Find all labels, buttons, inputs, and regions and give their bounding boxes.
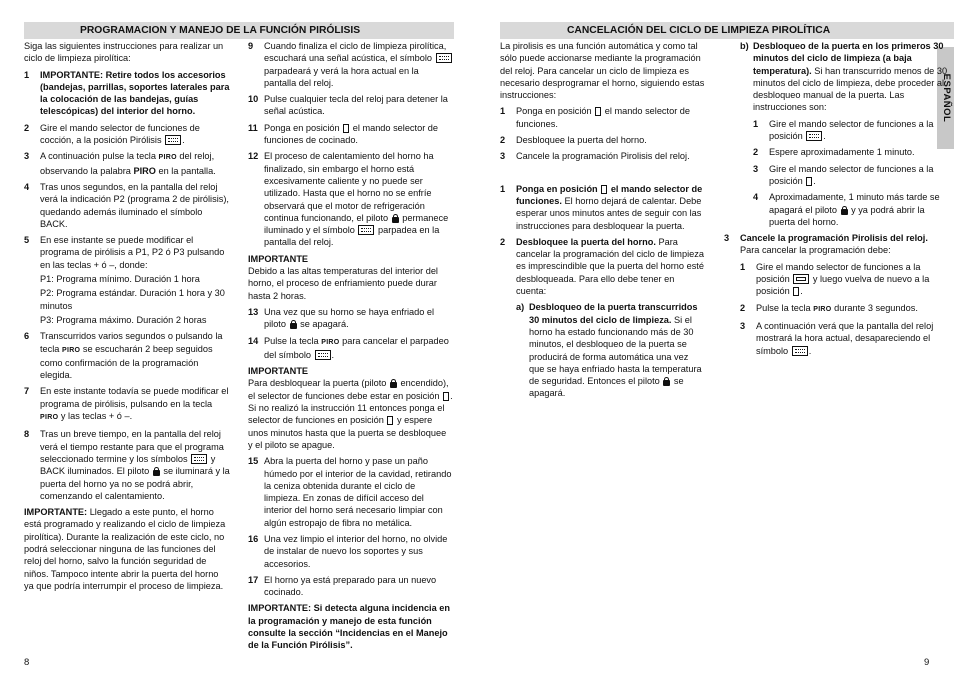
section-title-left: PROGRAMACION Y MANEJO DE LA FUNCIÓN PIRÓLISIS	[24, 22, 454, 39]
oven-cavity-icon	[793, 274, 809, 284]
substep-b-3: 3 Gire el mando selector de funciones a la posición .	[753, 163, 934, 186]
detail-step-1: 1 Ponga en posición el mando selector de funciones. El horno dejará de calentar. Debe esperar unos minutos antes de seguir con las instrucciones para desbloquear la puerta.	[500, 183, 703, 231]
column-4	[724, 40, 954, 361]
pyrolysis-icon	[191, 454, 207, 464]
substep-b-2: 2 Espere aproximadamente 1 minuto.	[753, 147, 915, 158]
off-position-icon	[343, 124, 349, 133]
lock-icon	[392, 214, 399, 223]
lock-icon	[290, 320, 297, 329]
cancel-step-3-3: 3 A continuación verá que la pantalla del reloj mostrará la hora actual, desapareciendo el símbolo .	[740, 320, 934, 356]
page-number-left: 8	[24, 657, 30, 668]
detail-step-2: 2 Desbloquee la puerta del horno. Para cancelar la programación del ciclo de limpieza es imprescindible que la puerta del horno esté desbloqueada. Para ello debe tener en cuenta: a) Desbloqueo de la puerta transcurridos 30 minutos del ciclo de limpieza. Si el horno ha estado funcionando más de 30 minutos, el desbloqueo de la puerta se producirá de forma automática una vez que se haya enfriado hasta la temperatura de seguridad. Entonces el piloto se apagará.	[500, 236, 706, 400]
important-label: IMPORTANTE	[248, 366, 309, 377]
off-position-icon	[601, 185, 607, 194]
section-title-right: CANCELACIÓN DEL CICLO DE LIMPIEZA PIROLÍTICA	[500, 22, 954, 39]
important-note: Para desbloquear la puerta (piloto encendido), el selector de funciones debe estar en posición . Si no realizó la instrucción 11 entonces ponga el selector de funciones en posición y espere unos minutos hasta que la puerta se desbloquee y el piloto se apague.	[248, 378, 453, 450]
important-note: IMPORTANTE: Llegado a este punto, el horno está programado y realizando el ciclo de limpieza pirolítica). Durante la realización de este ciclo, no podrá seleccionar ninguna de las funciones del reloj del horno, salvo la función seguridad de niños. Tampoco intente abrir la puerta del horno ya que podría interrumpir el proceso de limpieza.	[24, 507, 226, 591]
step-11: 11 Ponga en posición el mando selector de funciones de cocinado.	[248, 122, 439, 146]
piro-key: PIRO	[158, 154, 177, 162]
substep-b-4: 4 Aproximadamente, 1 minuto más tarde se apagará el piloto y ya podrá abrir la puerta del horno.	[753, 192, 940, 227]
off-position-icon	[387, 416, 393, 425]
pyrolysis-icon	[165, 135, 181, 145]
step-10: 10 Pulse cualquier tecla del reloj para detener la señal acústica.	[248, 94, 448, 117]
step-7: 7 En este instante todavía se puede modificar el programa de pirólisis, pulsando en la tecla PIRO y las teclas + ó –.	[24, 386, 229, 422]
substep-b-1: 1 Gire el mando selector de funciones a la posición .	[753, 118, 934, 142]
step-5: 5 En ese instante se puede modificar el programa de pirólisis a P1, P2 ó P3 pulsando en las teclas + ó –, donde: P1: Programa mínimo. Duración 1 hora P2: Programa estándar. Duración 1 hora y 30 minutos P3: Programa máximo. Duración 2 horas	[24, 235, 225, 325]
step-13: 13 Una vez que su horno se haya enfriado el piloto se apagará.	[248, 306, 435, 330]
page-number-right: 9	[924, 657, 930, 668]
cancel-step-3-1: 1 Gire el mando selector de funciones a la posición y luego vuelva de nuevo a la posición .	[740, 261, 930, 297]
pyrolysis-icon	[315, 350, 331, 360]
lock-icon	[663, 377, 670, 386]
piro-key: PIRO	[40, 414, 59, 422]
off-position-icon	[443, 392, 449, 401]
pyrolysis-icon	[806, 131, 822, 141]
piro-key: PIRO	[61, 346, 81, 354]
step-12: 12 El proceso de calentamiento del horno ha finalizado, sin embargo el horno está excesivamente caliente y no puede ser utilizado. Hasta que el horno no se enfríe observará que el motor de refrigeración continua funcionando, el piloto permanece iluminado y el símbolo parpadea en la pantalla del reloj.	[248, 151, 449, 248]
column-1	[24, 40, 230, 596]
important-label: IMPORTANTE	[248, 253, 309, 264]
step-16: 16 Una vez limpio el interior del horno, no olvide de instalar de nuevo los soportes y sus accesorios.	[248, 533, 448, 569]
cancel-step-3: 3 Cancele la programación Pirolisis del reloj. Para cancelar la programación debe: 1 Gire el mando selector de funciones a la posición y luego vuelva de nuevo a la posición . 2 Pulse la tecla PIRO durante 3 segundos. 3 A continuación verá que la pantalla del reloj mostrará la hora actual, desapareciendo el símbolo .	[724, 232, 941, 357]
step-17: 17 El horno ya está preparado para un nuevo cocinado.	[248, 574, 437, 598]
step-3: 3 A continuación pulse la tecla PIRO del reloj, observando la palabra PIRO en la pantalla.	[24, 151, 216, 176]
piro-key: PIRO	[813, 305, 832, 313]
pyrolysis-icon	[436, 53, 452, 63]
lock-icon	[390, 379, 397, 388]
important-note: IMPORTANTE: Si detecta alguna incidencia en la programación y manejo de esta función consulte la sección “Incidencias en el Manejo de la Función Pirólisis”.	[248, 603, 450, 651]
step-8: 8 Tras un breve tiempo, en la pantalla del reloj verá el tiempo restante para que el programa seleccionado termine y los símbolos y BACK iluminados. El piloto se iluminará y la puerta del horno ya no se podrá abrir, comenzando el calentamiento.	[24, 429, 230, 501]
step-14: 14 Pulse la tecla PIRO para cancelar el parpadeo del símbolo .	[248, 335, 449, 360]
off-position-icon	[595, 107, 601, 116]
step-2: 2 Desbloquee la puerta del horno.	[500, 135, 647, 146]
column-3	[500, 40, 706, 404]
language-tab: ESPAÑOL	[937, 47, 954, 149]
column-2	[248, 40, 453, 656]
cancel-step-3-2: 2 Pulse la tecla PIRO durante 3 segundos.	[740, 302, 918, 313]
lock-icon	[841, 206, 848, 215]
pyrolysis-icon	[358, 225, 374, 235]
substep-a: a) Desbloqueo de la puerta transcurridos 30 minutos del ciclo de limpieza. Si el horno ha estado funcionando más de 30 minutos, el desbloqueo de la puerta se producirá de forma automática una vez que se haya enfriado hasta la temperatura de seguridad. Entonces el piloto se apagará.	[516, 302, 702, 399]
step-1: 1 Ponga en posición el mando selector de funciones.	[500, 106, 691, 129]
intro-text: Siga las siguientes instrucciones para realizar un ciclo de limpieza pirolítica:	[24, 41, 224, 64]
step-2: 2 Gire el mando selector de funciones de cocción, a la posición Pirólisis .	[24, 122, 200, 146]
lock-icon	[153, 467, 160, 476]
step-1: 1 IMPORTANTE: Retire todos los accesorios (bandejas, parrillas, soportes laterales para la colocación de las bandejas, guías telescópicas) del interior del horno.	[24, 69, 230, 117]
step-15: 15 Abra la puerta del horno y pase un paño húmedo por el interior de la cavidad, retirando la ceniza obtenida durante el ciclo de limpieza. En zonas de difícil acceso del interior del horno será necesario limpiar con algún estropajo de fibra no metálica.	[248, 456, 452, 528]
intro-text: La pirolisis es una función automática y como tal sólo puede accionarse mediante la programación del reloj. Para cancelar un ciclo de limpieza es necesario desprogramar el horno, siguiendo estas instrucciones:	[500, 41, 705, 101]
step-9: 9 Cuando finaliza el ciclo de limpieza pirolítica, escuchará una señal acústica, el símbolo parpadeará y verá la hora actual en la pantalla del reloj.	[248, 40, 453, 89]
step-4: 4 Tras unos segundos, en la pantalla del reloj verá la indicación P2 (programa 2 de pirólisis), quedando además iluminado el símbolo BACK.	[24, 181, 229, 229]
pyrolysis-icon	[792, 346, 808, 356]
step-6: 6 Transcurridos varios segundos o pulsando la tecla PIRO se escucharán 2 beep seguidos como confirmación de la programación elegida.	[24, 331, 223, 381]
important-note: Debido a las altas temperaturas del interior del horno, el proceso de enfriamiento puede durar hasta 2 horas.	[248, 266, 438, 301]
substep-b: b) Desbloqueo de la puerta en los primeros 30 minutos del ciclo de limpieza (a baja temperatura). Si han transcurrido menos de 30 minutos del ciclo de limpieza, debe proceder al desbloqueo manual de la puerta. Las instrucciones son: 1 Gire el mando selector de funciones a la posición . 2 Espere aproximadamente 1 minuto. 3 Gire el mando selector de funciones a la posición . 4 Aproximadamente, 1 minuto más tarde se apagará el piloto y ya podrá abrir la puerta del horno.	[740, 40, 950, 228]
off-position-icon	[806, 177, 812, 186]
off-position-icon	[793, 287, 799, 296]
piro-key: PIRO	[321, 338, 340, 346]
step-3: 3 Cancele la programación Pirolisis del reloj.	[500, 151, 690, 162]
